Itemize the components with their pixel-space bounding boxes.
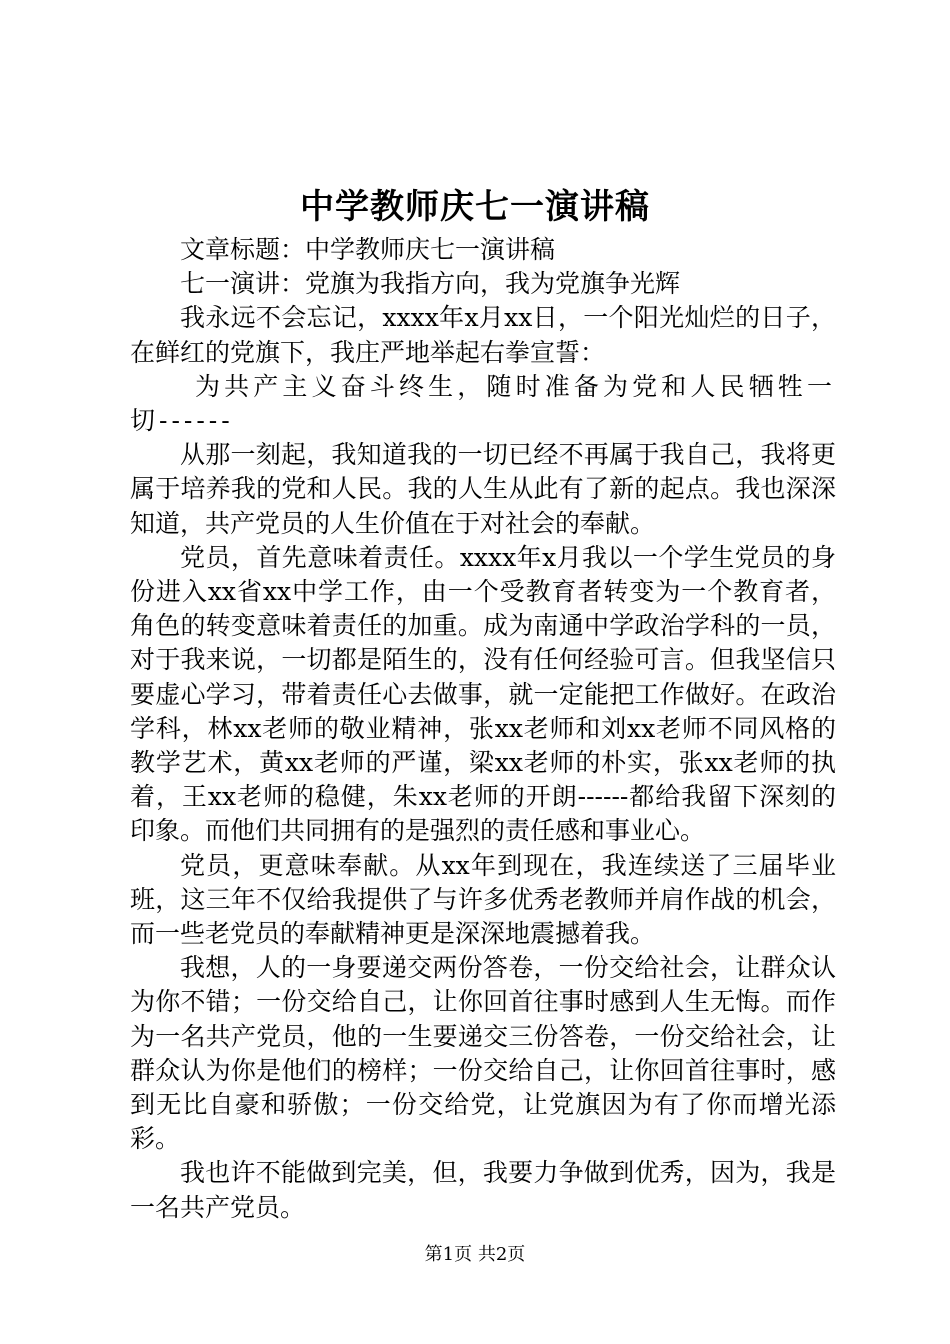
paragraph-article-title: 文章标题：中学教师庆七一演讲稿 bbox=[180, 235, 556, 264]
paragraph-oath: 为共产主义奋斗终生，随时准备为党和人民牺牲一切------ bbox=[130, 371, 836, 436]
paragraph-body: 从那一刻起，我知道我的一切已经不再属于我自己，我将更属于培养我的党和人民。我的人生从此有了新的起点。我也深深知道，共产党员的人生价值在于对社会的奉献。 bbox=[130, 440, 836, 538]
page-number-footer: 第1页 共2页 bbox=[424, 1244, 526, 1265]
paragraph-oath-intro: 我永远不会忘记，xxxx年x月xx日，一个阳光灿烂的日子，在鲜红的党旗下，我庄严地举起右拳宣誓： bbox=[130, 303, 836, 367]
paragraph-subtitle: 七一演讲：党旗为我指方向，我为党旗争光辉 bbox=[180, 269, 681, 299]
paragraph-body: 党员，首先意味着责任。xxxx年x月我以一个学生党员的身份进入xx省xx中学工作，由一个受教育者转变为一个教育者，角色的转变意味着责任的加重。成为南通中学政治学科的一员，对于我来说，一切都是陌生的，没有任何经验可言。但我坚信只要虚心学习，带着责任心去做事，就一定能把工作做好。在政治学科，林xx老师的敬业精神，张xx老师和刘xx老师不同风格的教学艺术，黄xx老师的严谨，梁xx老师的朴实，张xx老师的执着，王xx老师的稳健，朱xx老师的开朗------都给我留下深刻的印象。而他们共同拥有的是强烈的责任感和事业心。 bbox=[130, 542, 836, 846]
document-body bbox=[130, 233, 836, 1225]
paragraph-closing: 我也许不能做到完美，但，我要力争做到优秀，因为，我是一名共产党员。 bbox=[130, 1158, 836, 1222]
paragraph-body: 党员，更意味奉献。从xx年到现在，我连续送了三届毕业班，这三年不仅给我提供了与许多优秀老教师并肩作战的机会，而一些老党员的奉献精神更是深深地震撼着我。 bbox=[130, 850, 836, 949]
paragraph-body: 我想，人的一身要递交两份答卷，一份交给社会，让群众认为你不错；一份交给自己，让你回首往事时感到人生无悔。而作为一名共产党员，他的一生要递交三份答卷，一份交给社会，让群众认为你是他们的榜样；一份交给自己，让你回首往事时，感到无比自豪和骄傲；一份交给党，让党旗因为有了你而增光添彩。 bbox=[130, 953, 836, 1154]
document-title: 中学教师庆七一演讲稿 bbox=[300, 187, 650, 227]
